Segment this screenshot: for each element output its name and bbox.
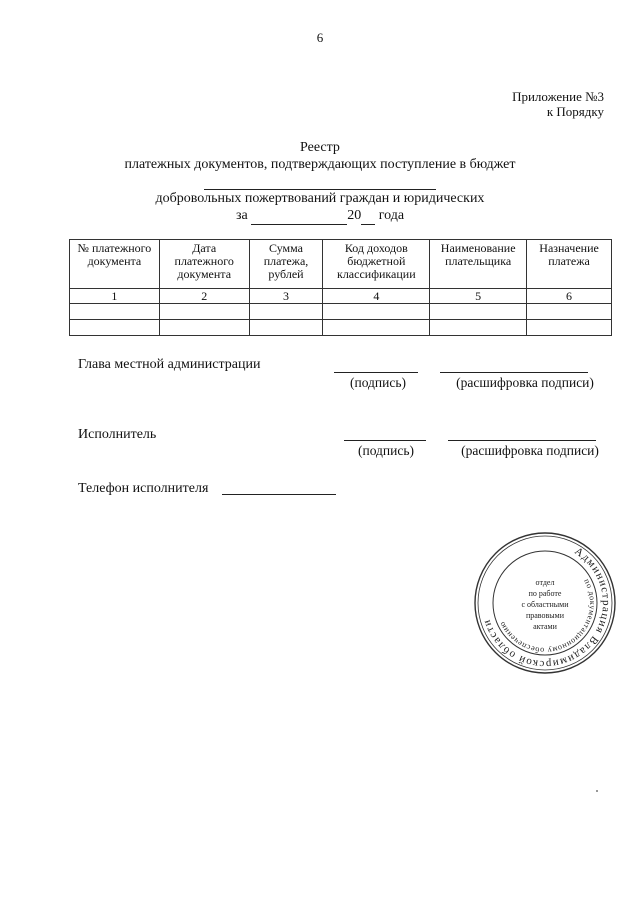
table-cell: [323, 320, 430, 336]
table-row: [70, 320, 612, 336]
column-number-3: 3: [249, 289, 323, 304]
appendix-reference: [512, 89, 604, 119]
table-cell: [159, 304, 249, 320]
header-payer-name: Наименование плательщика: [430, 240, 527, 289]
column-number-2: 2: [159, 289, 249, 304]
header-budget-code: Код доходов бюджетной классификации: [323, 240, 430, 289]
header-doc-number: № платежного документа: [70, 240, 160, 289]
title-year-blank: [361, 207, 375, 225]
title-line-4: [0, 207, 640, 225]
table-row: [70, 304, 612, 320]
header-payment-purpose: Назначение платежа: [527, 240, 612, 289]
column-number-6: 6: [527, 289, 612, 304]
table-cell: [70, 304, 160, 320]
head-decoding-line: [440, 372, 588, 373]
appendix-line-2: к Порядку: [546, 104, 604, 119]
title-period-prefix: за: [235, 208, 248, 223]
stamp-inner-text: по документационному обеспечению: [497, 577, 598, 656]
scan-speck: [596, 790, 598, 792]
table-cell: [430, 320, 527, 336]
official-stamp: [470, 528, 620, 678]
executor-decoding-caption: (расшифровка подписи): [461, 443, 599, 458]
executor-signature-caption: (подпись): [357, 443, 415, 458]
executor-signature-line: [344, 440, 426, 441]
table-header-row: [70, 240, 612, 289]
table-cell: [249, 320, 323, 336]
header-doc-date: Дата платежного документа: [159, 240, 249, 289]
column-number-4: 4: [323, 289, 430, 304]
table-cell: [70, 320, 160, 336]
column-number-1: 1: [70, 289, 160, 304]
registry-table: [69, 239, 612, 336]
head-signature-caption: (подпись): [349, 375, 407, 390]
title-year: 20: [347, 208, 362, 223]
table-number-row: [70, 289, 612, 304]
title-budget-blank: [204, 173, 436, 190]
table-cell: [527, 320, 612, 336]
header-amount: Сумма платежа, рублей: [249, 240, 323, 289]
table-cell: [159, 320, 249, 336]
executor-phone-line: [222, 494, 336, 495]
executor-label: Исполнитель: [78, 427, 157, 442]
stamp-center-line: отдел: [535, 578, 555, 587]
head-of-administration-label: Глава местной администрации: [78, 357, 261, 372]
executor-decoding-line: [448, 440, 596, 441]
table-cell: [527, 304, 612, 320]
document-title: [0, 139, 640, 225]
stamp-center-line: актами: [533, 622, 557, 631]
stamp-center-line: с областными: [521, 600, 569, 609]
table-cell: [249, 304, 323, 320]
title-line-2: платежных документов, подтверждающих поступление в бюджет: [124, 157, 516, 172]
executor-phone-label: Телефон исполнителя: [78, 481, 209, 496]
title-date-blank: [251, 207, 347, 225]
stamp-outer-text: Администрация Владимирской области: [480, 545, 613, 671]
stamp-center-line: по работе: [528, 589, 562, 598]
title-line-3: добровольных пожертвований граждан и юридических: [155, 191, 485, 206]
table-cell: [430, 304, 527, 320]
head-decoding-caption: (расшифровка подписи): [456, 375, 594, 390]
title-line-1: Реестр: [300, 140, 340, 155]
head-signature-line: [334, 372, 418, 373]
appendix-line-1: Приложение №3: [512, 89, 604, 104]
title-period-suffix: года: [378, 208, 405, 223]
page-number: 6: [316, 30, 324, 45]
column-number-5: 5: [430, 289, 527, 304]
stamp-center-line: правовыми: [525, 611, 565, 620]
table-cell: [323, 304, 430, 320]
